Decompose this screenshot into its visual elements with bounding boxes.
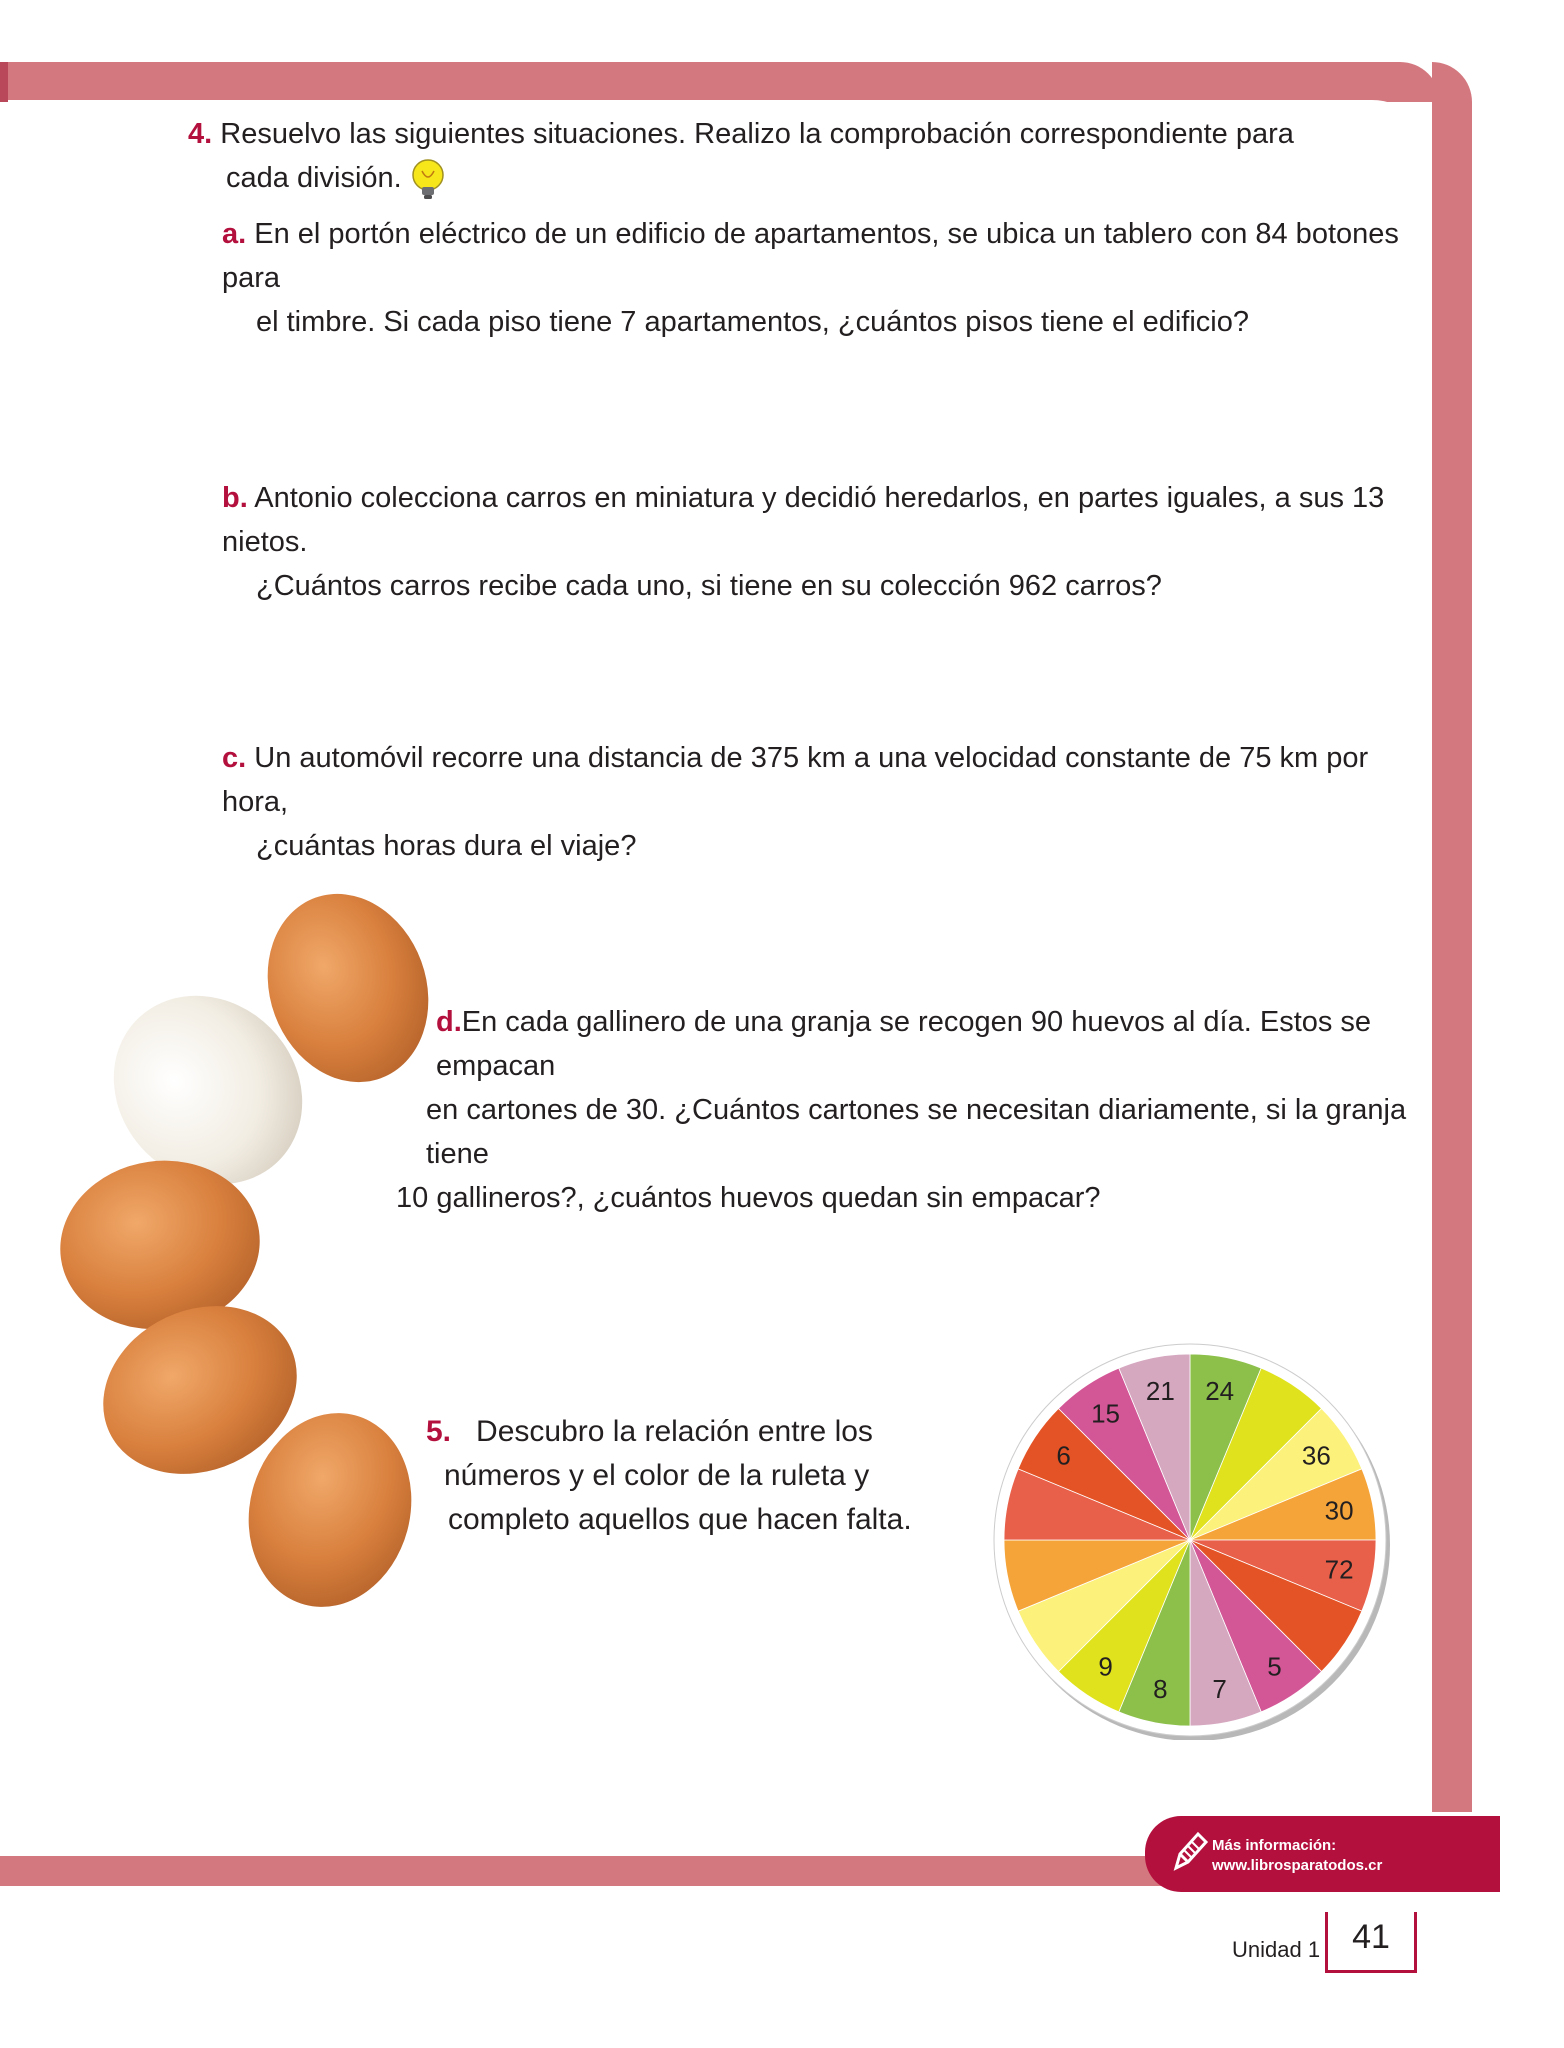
frame-right-bar — [1432, 62, 1472, 1812]
item-letter: c. — [222, 742, 247, 774]
item-letter: a. — [222, 218, 247, 250]
exercise-4b — [222, 476, 1416, 608]
roulette-number: 36 — [1301, 1440, 1331, 1471]
roulette-number: 5 — [1267, 1651, 1282, 1682]
item-text: el timbre. Si cada piso tiene 7 apartamentos, ¿cuántos pisos tiene el edificio? — [256, 306, 1249, 338]
roulette-number: 9 — [1098, 1651, 1113, 1682]
roulette-number: 30 — [1324, 1495, 1354, 1526]
frame-left-strip — [0, 62, 8, 102]
item-text: Antonio colecciona carros en miniatura y decidió heredarlos, en partes iguales, a sus 13 nietos. — [222, 482, 1385, 558]
exercise-5-line1: Descubro la relación entre los — [476, 1415, 873, 1448]
exercise-4-line2: cada división. — [226, 162, 402, 194]
eggs-illustration — [40, 890, 460, 1630]
item-text: en cartones de 30. ¿Cuántos cartones se necesitan diariamente, si la granja tiene — [426, 1094, 1407, 1170]
info-url[interactable]: www.librosparatodos.cr — [1212, 1857, 1383, 1874]
item-text: 10 gallineros?, ¿cuántos huevos quedan sin empacar? — [396, 1182, 1101, 1214]
color-roulette — [990, 1340, 1390, 1740]
exercise-5-line3: completo aquellos que hacen falta. — [448, 1503, 912, 1536]
roulette-number: 7 — [1212, 1674, 1227, 1705]
lightbulb-icon — [408, 157, 448, 201]
roulette-number: 15 — [1091, 1398, 1121, 1429]
exercise-5-line2: números y el color de la ruleta y — [444, 1459, 870, 1492]
roulette-number: 8 — [1153, 1674, 1168, 1705]
info-link[interactable] — [1212, 1836, 1382, 1876]
info-label: Más información: — [1212, 1837, 1337, 1854]
unit-label: Unidad 1 — [1232, 1937, 1321, 1962]
exercise-4c — [222, 736, 1416, 868]
roulette-number: 6 — [1056, 1440, 1071, 1471]
roulette-number: 72 — [1324, 1554, 1354, 1585]
item-text: ¿cuántas horas dura el viaje? — [256, 830, 637, 862]
frame-top-bar — [0, 62, 1440, 102]
item-letter: d. — [436, 1006, 462, 1038]
exercise-5 — [426, 1410, 952, 1542]
roulette-number: 21 — [1145, 1375, 1175, 1406]
exercise-4-line1: Resuelvo las siguientes situaciones. Realizo la comprobación correspondiente para — [220, 118, 1294, 150]
item-letter: b. — [222, 482, 248, 514]
exercise-4a — [222, 212, 1416, 344]
exercise-4d — [396, 1000, 1416, 1220]
page-number: 41 — [1325, 1912, 1417, 1973]
item-text: Un automóvil recorre una distancia de 375 km a una velocidad constante de 75 km por hora, — [222, 742, 1369, 818]
item-text: En el portón eléctrico de un edificio de apartamentos, se ubica un tablero con 84 botones para — [222, 218, 1399, 294]
item-text: En cada gallinero de una granja se recogen 90 huevos al día. Estos se empacan — [436, 1006, 1372, 1082]
exercise-4 — [188, 112, 1416, 201]
pencil-icon — [1158, 1822, 1218, 1882]
item-text: ¿Cuántos carros recibe cada uno, si tiene en su colección 962 carros? — [256, 570, 1162, 602]
roulette-number: 24 — [1205, 1375, 1235, 1406]
exercise-4-number: 4. — [188, 118, 213, 150]
exercise-5-number: 5. — [426, 1415, 452, 1448]
